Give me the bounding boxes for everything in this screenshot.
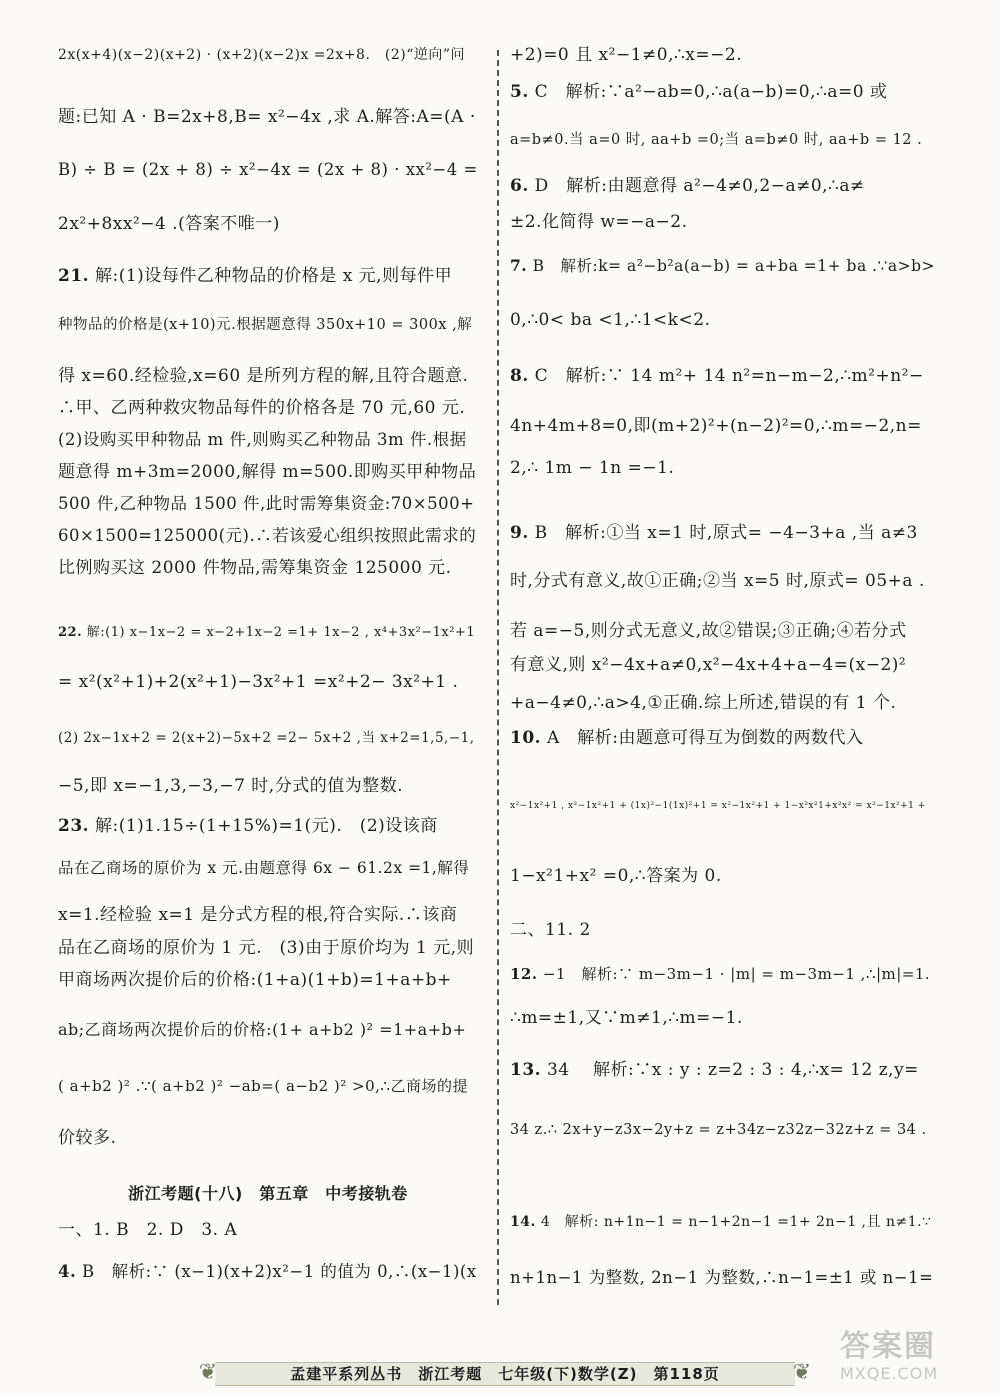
line-text: 有意义,则 x²−4x+a≠0,x²−4x+4+a−4=(x−2)² — [510, 655, 907, 675]
text-line — [58, 365, 468, 387]
text-line — [510, 1007, 743, 1029]
line-text: (2) 2x−1x+2 = 2(x+2)−5x+2 =2− 5x+2 ,当 x+2=1,5,−1, — [58, 730, 475, 746]
question-number: 6. — [510, 176, 529, 196]
line-text: 二、11. 2 — [510, 920, 591, 940]
line-text: A 解析:由题意可得互为倒数的两数代入 — [546, 728, 864, 748]
line-text: 时,分式有意义,故①正确;②当 x=5 时,原式= 05+a . — [510, 571, 925, 591]
column-divider — [497, 50, 499, 1305]
line-text: 一、1. B 2. D 3. A — [58, 1220, 238, 1240]
text-line — [58, 815, 438, 837]
question-number: 10. — [510, 728, 542, 748]
line-text: x=1.经检验 x=1 是分式方程的根,符合实际.∴该商 — [58, 905, 458, 925]
text-line — [510, 620, 907, 642]
text-line — [510, 1059, 919, 1081]
line-text: 4n+4m+8=0,即(m+2)²+(n−2)²=0,∴m=−2,n= — [510, 416, 922, 436]
line-text: 种物品的价格是(x+10)元.根据题意得 350x+10 = 300x ,解 — [58, 317, 473, 333]
line-text: 得 x=60.经检验,x=60 是所列方程的解,且符合题意. — [58, 366, 469, 386]
line-text: 60×1500=125000(元).∴若该爱心组织按照此需求的 — [58, 526, 477, 545]
text-line — [510, 211, 688, 233]
line-text: ab;乙商场两次提价后的价格:(1+ a+b2 )² =1+a+b+ — [58, 1020, 467, 1039]
line-text: 品在乙商场的原价为 x 元.由题意得 6x − 61.2x =1,解得 — [58, 859, 470, 877]
line-text: −5,即 x=−1,3,−3,−7 时,分式的值为整数. — [58, 776, 404, 796]
text-line — [510, 570, 925, 592]
text-line — [510, 963, 930, 985]
line-text: 2,∴ 1m − 1n =−1. — [510, 458, 675, 478]
text-line — [58, 314, 472, 336]
line-text: C 解析:∵ 14 m²+ 14 n²=n−m−2,∴m²+n²− — [534, 366, 924, 386]
text-line — [510, 1119, 927, 1141]
line-text: a=b≠0.当 a=0 时, aa+b =0;当 a=b≠0 时, aa+b = 12 . — [510, 132, 923, 148]
text-line — [510, 795, 926, 817]
text-line — [510, 457, 674, 479]
text-line — [58, 937, 474, 959]
text-line — [510, 919, 591, 941]
line-text: ∴甲、乙两种救灾物品每件的价格各是 70 元,60 元. — [58, 398, 466, 418]
question-number: 8. — [510, 366, 529, 386]
line-text: 2x(x+4)(x−2)(x+2) · (x+2)(x−2)x =2x+8. (2)“逆向”问 — [58, 47, 466, 63]
line-text: +2)=0 且 x²−1≠0,∴x=−2. — [510, 45, 743, 65]
line-text: x²−1x²+1 , x²−1x²+1 + (1x)²−1(1x)²+1 = x²−1x²+1 + 1−x²x²1+x²x² = x²−1x²+1 + — [510, 801, 926, 811]
text-line — [510, 727, 864, 749]
question-number: 13. — [510, 1060, 542, 1080]
leaf-ornament-icon: ❦ — [792, 1360, 812, 1385]
line-text: 解:(1)设每件乙种物品的价格是 x 元,则每件甲 — [94, 266, 453, 286]
text-line — [58, 1261, 477, 1283]
question-number: 14. — [510, 1214, 536, 1230]
line-text: 34 解析:∵x : y : z=2 : 3 : 4,∴x= 12 z,y= — [546, 1060, 919, 1080]
line-text: = x²(x²+1)+2(x²+1)−3x²+1 =x²+2− 3x²+1 . — [58, 672, 459, 692]
text-line — [58, 622, 475, 644]
line-text: 甲商场两次提价后的价格:(1+a)(1+b)=1+a+b+ — [58, 970, 452, 990]
question-number: 22. — [58, 625, 83, 640]
text-line — [58, 727, 475, 749]
text-line — [58, 397, 465, 419]
text-line — [510, 865, 722, 887]
text-line — [510, 1267, 933, 1289]
line-text: B 解析:∵ (x−1)(x+2)x²−1 的值为 0,∴(x−1)(x — [81, 1262, 477, 1281]
question-number: 4. — [58, 1262, 77, 1281]
text-line — [58, 525, 476, 547]
watermark-title: 答案圈 — [840, 1329, 936, 1364]
line-text: (2)设购买甲种物品 m 件,则购买乙种物品 3m 件.根据 — [58, 430, 467, 449]
line-text: +a−4≠0,∴a>4,①正确.综上所述,错误的有 1 个. — [510, 693, 897, 713]
text-line — [58, 106, 476, 128]
section-title: 浙江考题(十八) 第五章 中考接轨卷 — [128, 1184, 408, 1203]
line-text: 若 a=−5,则分式无意义,故②错误;③正确;④若分式 — [510, 621, 907, 641]
text-line — [510, 415, 922, 437]
line-text: n+1n−1 为整数, 2n−1 为整数,∴n−1=±1 或 n−1= — [510, 1268, 934, 1287]
text-line — [510, 309, 711, 331]
text-line — [58, 493, 474, 515]
text-line — [58, 969, 452, 991]
watermark — [840, 1330, 990, 1392]
text-line — [58, 1219, 237, 1241]
line-text: ±2.化简得 w=−a−2. — [510, 212, 688, 232]
text-line — [58, 557, 452, 579]
text-line — [58, 44, 465, 66]
text-line — [58, 1127, 116, 1149]
text-line — [58, 265, 452, 287]
text-line — [58, 461, 476, 483]
line-text: ∴m=±1,又∵m≠1,∴m=−1. — [510, 1008, 743, 1028]
text-line — [58, 213, 280, 235]
question-number: 7. — [510, 256, 528, 275]
line-text: B 解析:k= a²−b²a(a−b) = a+ba =1+ ba .∵a>b> — [532, 257, 936, 275]
text-line — [58, 857, 469, 879]
text-line — [58, 1019, 466, 1041]
line-text: B 解析:①当 x=1 时,原式= −4−3+a ,当 a≠3 — [534, 523, 918, 543]
question-number: 12. — [510, 965, 538, 983]
text-line — [510, 654, 906, 676]
line-text: 4 解析: n+1n−1 = n−1+2n−1 =1+ 2n−1 ,且 n≠1.∵ — [540, 1214, 932, 1230]
line-text: C 解析:∵a²−ab=0,∴a(a−b)=0,∴a=0 或 — [534, 82, 888, 102]
text-line — [510, 129, 922, 151]
question-number: 21. — [58, 266, 90, 286]
line-text: 价较多. — [58, 1128, 117, 1148]
line-text: 1−x²1+x² =0,∴答案为 0. — [510, 866, 722, 886]
text-line — [510, 522, 918, 544]
line-text: 0,∴0< ba <1,∴1<k<2. — [510, 310, 711, 330]
question-number: 5. — [510, 82, 529, 102]
footer-text: 孟建平系列丛书 浙江考题 七年级(下)数学(Z) 第118页 — [290, 1364, 720, 1383]
line-text: 题意得 m+3m=2000,解得 m=500.即购买甲种物品 — [58, 462, 477, 482]
line-text: 品在乙商场的原价为 1 元. (3)由于原价均为 1 元,则 — [58, 938, 475, 958]
line-text: D 解析:由题意得 a²−4≠0,2−a≠0,∴a≠ — [534, 176, 865, 196]
page-footer — [195, 1358, 815, 1388]
text-line — [510, 44, 742, 66]
question-number: 9. — [510, 523, 529, 543]
text-line — [58, 671, 458, 693]
line-text: 比例购买这 2000 件物品,需筹集资金 125000 元. — [58, 558, 452, 578]
leaf-ornament-icon: ❦ — [198, 1360, 218, 1385]
line-text: −1 解析:∵ m−3m−1 · |m| = m−3m−1 ,∴|m|=1. — [542, 965, 931, 983]
text-line — [58, 429, 467, 451]
line-text: B) ÷ B = (2x + 8) ÷ x²−4x = (2x + 8) · xx²−4 = — [58, 160, 478, 179]
line-text: 解:(1) x−1x−2 = x−2+1x−2 =1+ 1x−2 , x⁴+3x²−1x²+1 — [86, 625, 476, 640]
watermark-url: MXQE.COM — [840, 1364, 939, 1383]
text-line — [58, 1075, 468, 1097]
line-text: 2x²+8xx²−4 .(答案不唯一) — [58, 214, 280, 234]
text-line — [510, 255, 935, 277]
text-line — [510, 692, 896, 714]
text-line — [510, 365, 924, 387]
text-line — [510, 175, 865, 197]
text-line — [58, 775, 403, 797]
line-text: 题:已知 A · B=2x+8,B= x²−4x ,求 A.解答:A=(A · — [58, 107, 476, 127]
text-line — [510, 1211, 931, 1233]
text-line — [58, 159, 478, 181]
line-text: 500 件,乙种物品 1500 件,此时需筹集资金:70×500+ — [58, 494, 475, 513]
line-text: 34 z.∴ 2x+y−z3x−2y+z = z+34z−z32z−32z+z = 34 . — [510, 1122, 927, 1138]
text-line — [58, 904, 457, 926]
question-number: 23. — [58, 816, 90, 836]
line-text: ( a+b2 )² .∵( a+b2 )² −ab=( a−b2 )² >0,∴乙商场的提 — [58, 1077, 468, 1095]
line-text: 解:(1)1.15÷(1+15%)=1(元). (2)设该商 — [94, 816, 438, 836]
text-line — [510, 81, 887, 103]
